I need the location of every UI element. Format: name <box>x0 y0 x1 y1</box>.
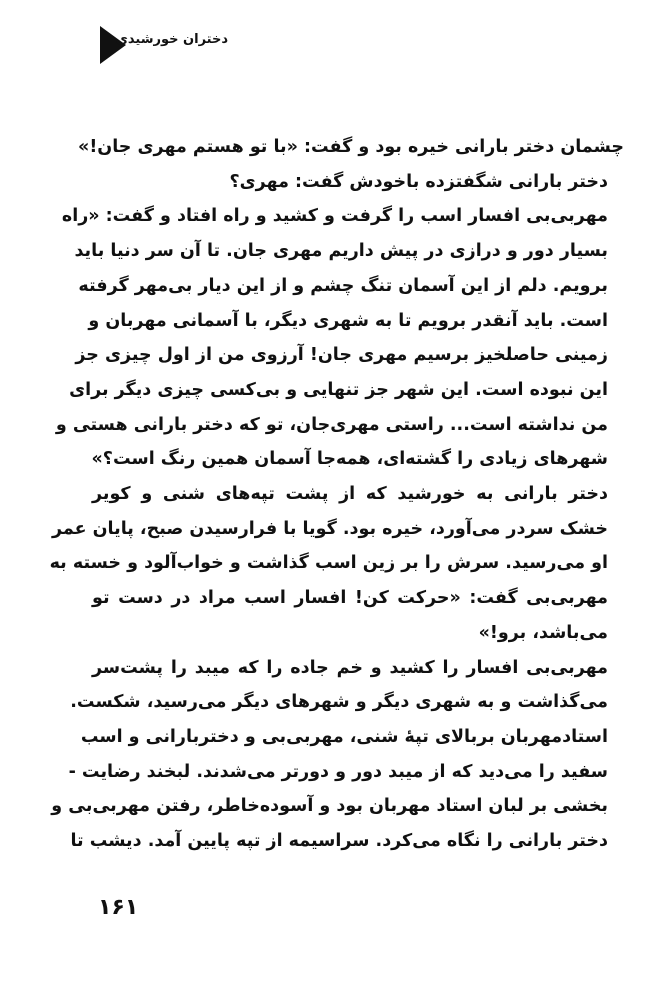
text-line: زمینی حاصلخیز برسیم مهری جان! آرزوی من از اول چیزی جز <box>75 345 608 366</box>
running-title: دختران خورشیدی <box>115 32 228 47</box>
page-number: ۱۶۱ <box>98 895 139 920</box>
paragraph <box>55 199 624 477</box>
text-line: خشک سردر می‌آورد، خیره بود. گویا با فرارسیدن صبح، پایان عمر <box>51 518 608 539</box>
text-line: سفید را می‌دید که از میبد دور و دورتر می‌شدند. لبخند رضایت - <box>68 761 608 782</box>
text-line: مهربی‌بی افسار را کشید و خم جاده را که میبد را پشت‌سر <box>92 657 608 678</box>
text-line: دختر بارانی شگفتزده باخودش گفت: مهری؟ <box>229 171 608 192</box>
text-line: شهرهای زیادی را گشته‌ای، همه‌جا آسمان همین رنگ است؟» <box>91 449 608 470</box>
text-line: می‌باشد، برو!» <box>478 622 608 643</box>
page-header <box>90 22 620 72</box>
text-line: چشمان دختر بارانی خیره بود و گفت: «با تو هستم مهری جان!» <box>78 137 624 157</box>
text-line: دختر بارانی به خورشید که از پشت تپه‌های شنی و کویر <box>92 484 608 505</box>
text-line: است. باید آنقدر برویم تا به شهری دیگر، با آسمانی مهربان و <box>88 310 608 331</box>
text-line: استادمهربان بربالای تپهٔ شنی، مهربی‌بی و دختربارانی و اسب <box>80 726 608 747</box>
page-body <box>49 130 624 859</box>
paragraph <box>49 477 624 651</box>
paragraph <box>70 651 624 720</box>
paragraph <box>92 165 624 200</box>
text-line: این نبوده است. این شهر جز تنهایی و بی‌کسی چیزی دیگر برای <box>69 379 608 400</box>
text-line: من نداشته است... راستی مهری‌جان، تو که دختر بارانی هستی و <box>55 414 608 435</box>
text-line: او می‌رسید. سرش را بر زین اسب گذاشت و خواب‌آلود و خسته به <box>49 553 608 574</box>
text-line: بخشی بر لبان استاد مهربان بود و آسوده‌خاطر، رفتن مهربی‌بی و <box>51 796 608 817</box>
text-line: می‌گذاشت و به شهری دیگر و شهرهای دیگر می‌رسید، شکست. <box>70 692 608 713</box>
text-line: دختر بارانی را نگاه می‌کرد. سراسیمه از تپه پایین آمد. دیشب تا <box>70 831 608 852</box>
text-line: مهربی‌بی افسار اسب را گرفت و کشید و راه افتاد و گفت: «راه <box>61 206 608 227</box>
text-line: برویم. دلم از این آسمان تنگ چشم و از این دیار بی‌مهر گرفته <box>78 275 608 296</box>
paragraph <box>78 130 624 165</box>
text-line: مهربی‌بی گفت: «حرکت کن! افسار اسب مراد در دست تو <box>92 588 608 609</box>
text-line: بسیار دور و درازی در پیش داریم مهری جان. تا آن سر دنیا باید <box>74 241 608 262</box>
paragraph <box>51 720 624 859</box>
